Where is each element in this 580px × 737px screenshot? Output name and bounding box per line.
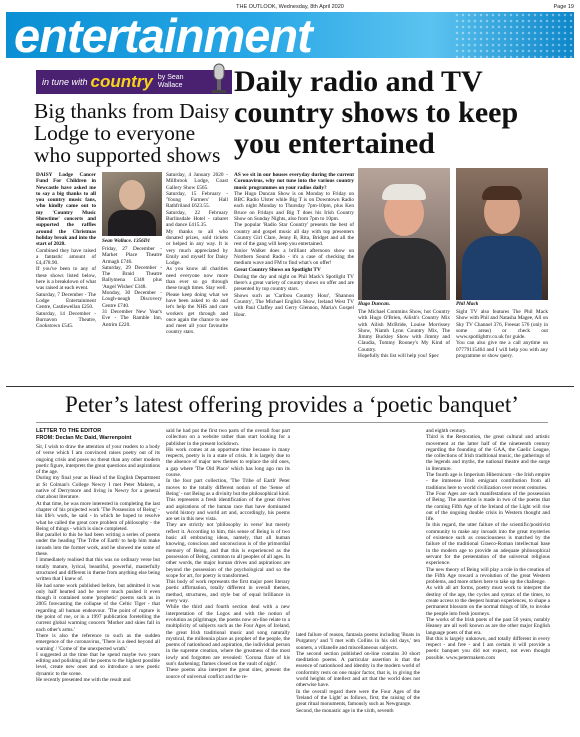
paragraph: Sight TV also features The Phil Mack Show with Phil and Natasha Magee, All on Sky TV Channel 376, Freesat 576 (only in some areas) or check out www.spotlighttv.co.uk for guide. xyxy=(456,309,548,341)
paragraph: I suggested at the time that he spend maybe two years editing and polishing all the poems to the highest possible level, create new ones and so introduce a new poetic dynamic to the scene. xyxy=(36,651,160,677)
paragraph: He had some work published before, but admitted it was only half hearted and he never much pushed it even though it contained some 'prophetic' poems such as in 2005 forecasting the collapse of the Celtic Tiger - that regarding all human endeavour. 'The point of rupture is the point of roe, or in a 1997 publication foretelling the current global warming concern 'Mother and skies fall in each other's arms.' xyxy=(36,582,160,633)
paragraph: The fourth age is Imperium Hibernicum - the Irish empire - the immense Irish emigrant contribution from all traditions here to world civilization over recent centuries. xyxy=(426,472,550,491)
paragraph: If you've been to any of these shows listed below, here is a breakdown of what was raised at each event. xyxy=(36,266,96,292)
badge-word: country xyxy=(90,72,153,91)
paragraph: These poems also interpret the great sites, present the source of universal conflict and the re- xyxy=(166,667,290,680)
paragraph: But this is largely unknown, and totally different in every respect - and free - and I am certain it will provide a poetic banquet you did not expect, not even thought possible. www.petermakem.com xyxy=(426,635,550,661)
paragraph: Saturday, 22 February Burlinsdale Hotel - cabaret and dance £415.35. xyxy=(166,209,228,229)
paragraph: During my final year as Head of the English Department at St Colman's College Newry I met Peter Makem, a native of Derrymore and living in Newry for a general chat about literature. xyxy=(36,475,160,501)
section-title: entertainment xyxy=(14,12,312,58)
radio-column-2 xyxy=(358,309,450,359)
paragraph: In the four part collection, 'The Tribe of Earth' Peter moves to the totally different notion of the 'Sense of Being' - not Being as a divinity but the philosophical kind. xyxy=(166,478,290,497)
paragraph: The popular 'Radio Star Country' presents the best of country and gospel music all day with top presenters Country Girl Clare, Jenny B, Rita, Bridget and all the rest of the gang will keep you entertained. xyxy=(234,222,354,248)
paragraph: He recently presented me with the result and xyxy=(36,676,131,683)
paragraph: While the third and fourth section deal with a new interpretation of the Logos and with the notion of evolution as pilgrimage, the poems now on-line relate to a multiplicity of subjects such as the Four Ages of Ireland, the great Irish traditional music and song naturally mystical, the millennia place as prophet of the people, the poems of nationhood and aspiration, the individual person in the supreme creation, where the greatness of the most lowly and forgotten are revealed: 'Corona flare of his sun's darkening; flames closed on the vault of night'. xyxy=(166,604,290,667)
paragraph: Saturday, 29 December - The Braid Theatre Ballymena £348 plus 'Angel Wishes' £348. xyxy=(102,264,162,290)
paragraph: DAISY Lodge Cancer Fund For Children in Newcastle have asked me to say a big thanks to all you country music fans, who kindly came out to my 'Country Music Showtime' concerts and supported the raffles around the Christmas holiday break and into the start of 2020. xyxy=(36,172,96,248)
paragraph: But parallel to this he had been writing a series of poems under the heading 'The Tribe of Earth' to help him make inroads into the former work, and he showed me some of these. xyxy=(36,532,160,558)
paragraph: 31 December New Year's Eve - The Ramble Inn, Antrim £220. xyxy=(102,308,162,328)
daisy-headline: Big thanks from Daisy Lodge to everyone who supported shows xyxy=(34,99,230,167)
section-divider xyxy=(6,386,574,387)
paragraph: Combined they have raised a fantastic amount of £4,478.90. xyxy=(36,247,96,267)
paragraph: Saturday, 4 January 2020 - Millbrook Lodge, Coast Gallery Show £565. xyxy=(166,172,228,191)
paragraph: Shows such as 'Caribou Country Hour', 'Shannon Country', The Michael English Show, Ireland West TV with Paul Claffey and Gerry Glennon, Maria's Gospel Hour. xyxy=(234,292,354,318)
phil-mack-photo xyxy=(456,168,548,300)
paragraph: Second, the monastic age in the sixth, seventh xyxy=(296,707,394,714)
peter-column-3 xyxy=(296,632,420,714)
radio-column-3 xyxy=(456,309,548,359)
paragraph: The Michael Commins Show, hot Country with Hugo O'Brien, Ailish's Country Mix with Ailish McBride, Louise Morrissey Show, Niamh Lynn Country Mix, The Jimmy Buckley Show with Jimmy and Claudia, Tommy Rooney's My Kind of Country. xyxy=(358,309,450,353)
peter-column-4 xyxy=(426,428,550,661)
phil-caption: Phil Mack xyxy=(456,301,479,307)
radio-headline: Daily radio and TV country shows to keep you entertained xyxy=(234,65,519,160)
paragraph: Please keep doing what we have been asked to do and let's help the NHS and care workers get through and once again the chance to see and meet all your favourite country stars. xyxy=(166,291,228,336)
daisy-column-2 xyxy=(102,246,162,328)
radio-column-1 xyxy=(234,172,354,318)
badge-prefix: in tune with xyxy=(42,77,88,87)
paragraph: In the overall regard there were the Four Ages of the 'Ireland of the Light' as follows, first, the raising of the great ritual monuments, famously such as Newgrange. xyxy=(296,688,420,708)
paragraph: The works of the Irish poets of the past 50 years, notably Heaney are all well known as are the other major English language poets of that era. xyxy=(426,616,550,636)
paragraph: The Four Ages are such manifestations of the possession of Being. The assertion is made in two of the poems that the coming Fifth Age of the Ireland of the Light will rise out of the ongoing double crisis in Western thought and life. xyxy=(426,490,550,523)
paragraph: AS we sit in our houses everyday during the current Coronavirus, why not tune into the various country music programmes on your radios daily? xyxy=(234,172,354,191)
peter-headline: Peter’s latest offering provides a ‘poetic banquet’ xyxy=(65,392,519,417)
headline-rule xyxy=(36,422,548,423)
paragraph: Hopefully this list will help you! Spec xyxy=(358,353,439,360)
paragraph: His work comes at an opportune time because in many respects, poetry is in a state of crisis. It is largely due to the absence of major new themes to replace the old ones, a gap where 'The Old Place' which has long ago run its course. xyxy=(166,446,290,479)
daisy-column-1 xyxy=(36,172,96,329)
peter-column-2 xyxy=(166,428,290,680)
paragraph: Third is the Restoration, the great cultural and artistic movement at the latter half of the nineteenth century regarding the founding of the GAA, the Gaelic League, the collections of Irish traditional music, the gatherings of the legends and myths, the national theatre and the surge in literature. xyxy=(426,434,550,472)
paragraph: Sir, I wish to draw the attention of your readers to a body of verse which I am convinced raises poetry out of its ongoing crisis and poses no threat than any other modern poetic figure, interprets the great questions and aspirations of the age. xyxy=(36,444,160,476)
paragraph: There is also the reference to such as the sudden emergence of the coronavirus, 'There is a deed beyond all warning' / 'Come ol' the unexpected wrath.' xyxy=(36,632,160,652)
paragraph: This represents a fresh identification of the great drives and aspirations of the human race that have dominated world history and world art and, accordingly, his poems are set in this new vista. xyxy=(166,497,290,523)
banner-pattern xyxy=(454,12,574,58)
column-badge xyxy=(36,70,232,94)
paragraph: As with all art forms, poetry must work to interpret the destiny of the age, the cycles and syntax of the times, to create access to the deepest human experiences, to shape a permanent blossom on the normal things of life, to invoke the people into fresh journeys. xyxy=(426,585,550,617)
microphone-icon xyxy=(204,62,234,94)
paragraph: At that time, he was more interested in completing the last chapter of his projected work 'The Possession of Being' - his life's work, he said - in which he hoped to resolve what he called the great core problem of philosophy - the Being of things - which is since completed. xyxy=(36,500,160,532)
paragraph: Friday, 27 December - Market Place Theatre Armagh £746. xyxy=(102,246,162,265)
paragraph: During the day and night on Phil Mack's Spotlight TV there's a great variety of country shows on offer and are presented by top country stars. xyxy=(234,273,354,293)
paragraph: Junior Walker does a brilliant afternoon show on Northern Sound Radio - it's a case of checking the medium wave and FM to find what's on offer! xyxy=(234,247,354,267)
badge-byline: by Sean Wallace xyxy=(157,74,184,89)
sean-caption: Sean Wallace. 1356D1 xyxy=(102,238,151,244)
paragraph: They are strictly not 'philosophy in verse' but merely reflect it. According to him, this sense of Being is of two basic all embracing ideas, namely, that all human knowing, conscious and unconscious is of the primordial memory of Being, and that this is experienced as the possession of Being, common to all peoples of all ages. In other words, the major human drives and aspirations are beyond the possession of the psychological and so the scope for art, for poetry is transformed. xyxy=(166,522,290,579)
paragraph: Saturday, 14 December - Burnavon Theatre, Cookstown £545. xyxy=(36,310,96,330)
section-banner xyxy=(6,12,574,58)
paragraph: This body of work represents the first major poet literary poetic affirmation, totally different in overall themes, method, structures, and style but of equal brilliance in every way. xyxy=(166,579,290,605)
paragraph: said he had put the first two parts of the overall four part collection on a website rather than start looking for a publisher in the present lockdown. xyxy=(166,428,290,447)
paragraph: Saturday, 7 December - The Lodge Entertainment Centre, Castlewellan £250. xyxy=(36,291,96,311)
hugo-caption: Hugo Duncan. xyxy=(358,301,390,307)
paragraph: The second section published on-line contains 30 short meditation poems. A particular assertion is that the essence of nationhood and identity in the modern world of conformity rests on one major factor, that is, in giving the world heights of intellect and art that the world does not otherwise have. xyxy=(296,650,420,689)
subheading: Great Country Shows on Spotlight TV xyxy=(234,267,321,274)
paragraph: and eighth century. xyxy=(426,428,467,434)
page-number: Page 19 xyxy=(553,4,574,10)
paragraph: The Hugo Duncan Show is on Monday to Friday on BBC Radio Ulster while Big T is on Downtown Radio each night Monday to Thursday 7pm-10pm, plus Ken Bruce on Fridays and Big T does his Irish Country Show on Sunday Nights, also from 7pm to 10pm. xyxy=(234,190,354,223)
paragraph: You can also give me a call anytime on 07779115464 and I will help you with any programme or show query. xyxy=(456,340,548,360)
paragraph: I immediately realised that this was no ordinary verse but totally mature, lyrical, beautiful, powerful, masterfully structured and different in theme from anything else being written that I knew of. xyxy=(36,557,160,583)
page-header xyxy=(6,2,574,12)
sean-wallace-photo xyxy=(102,172,162,236)
letter-label: LETTER TO THE EDITOR FROM: Declan Mc Daid, Warrenpoint xyxy=(36,428,132,441)
peter-column-1 xyxy=(36,444,160,683)
paragraph: My thanks to all who donated prizes, sold tickets or helped in any way. It is very much appreciated by Emily and myself for Daisy Lodge. xyxy=(166,228,228,267)
paragraph: In this regard, the utter failure of the scientific/positivist community to make any inroads into the great mysteries of existence such as consciousness is matched by the failure of the traditional Graeco-Roman intellectual base in the modern age to provide an adequate philosophical servant for the presentation of the universal religious experience. xyxy=(426,522,550,567)
paragraph: The new theory of Being will play a role in the creation of the Fifth Age toward a revolution of the great Western problems, and more others here to take up the challenge. xyxy=(426,566,550,586)
hugo-duncan-photo xyxy=(358,168,450,300)
issue-date: THE OUTLOOK, Wednesday, 8th April 2020 xyxy=(236,4,344,10)
paragraph: Monday, 30 December - Lough-neagh Discovery Centre £740. xyxy=(102,290,162,309)
paragraph: As you know all charities need everyone now more than ever so go through these tough times. Stay well. xyxy=(166,266,228,292)
paragraph: Saturday, 15 February - 'Young Farmers' Hall Rathfriland £623.55. xyxy=(166,190,228,210)
paragraph: lated failure of reason, fantasia poems including 'Boats in Purgatory' and 'I met with Collins in his old days,' ten sonnets, a villanelle and miscellaneous subjects. xyxy=(296,632,420,651)
daisy-column-3 xyxy=(166,172,228,336)
